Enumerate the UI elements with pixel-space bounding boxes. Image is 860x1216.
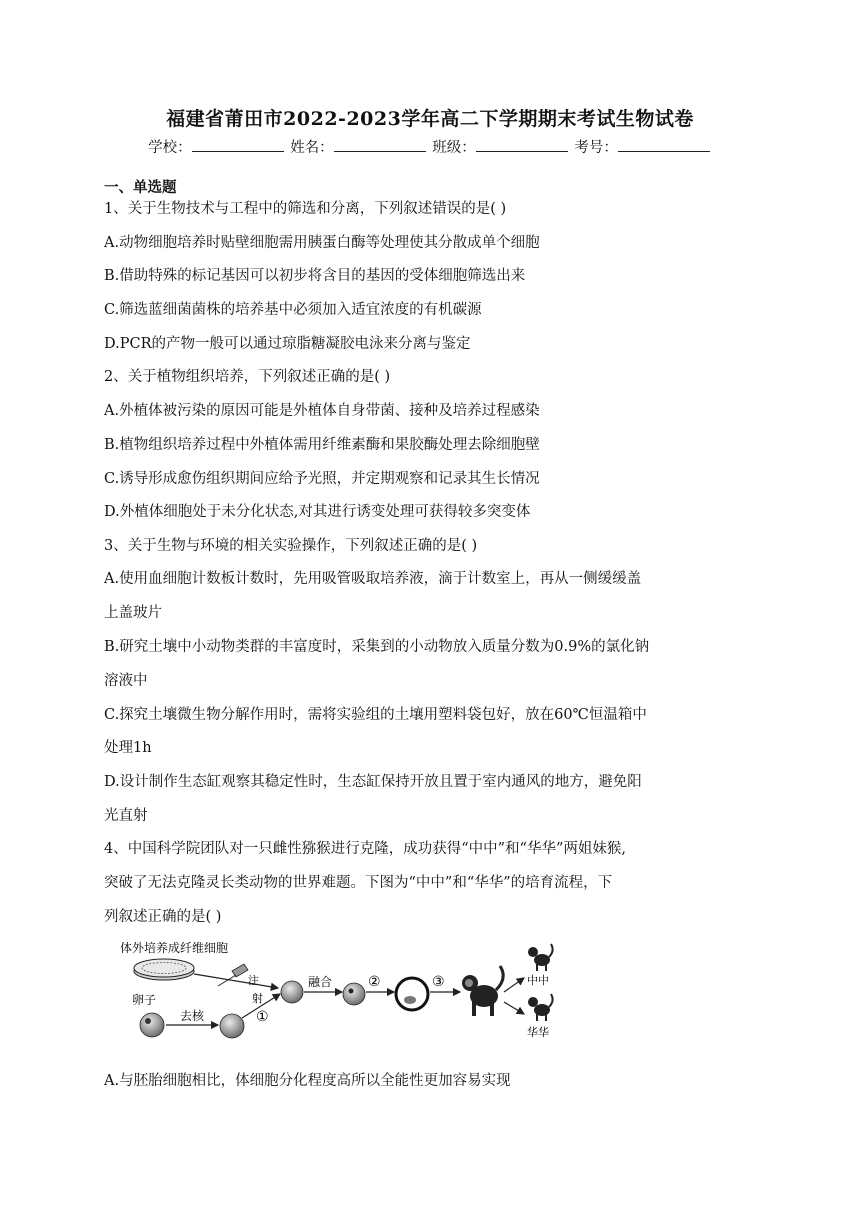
cloning-flow-figure [112,938,562,1046]
label-enucleate: 去核 [180,1009,205,1023]
exam-number-blank[interactable] [618,137,710,152]
q3-option-b-line2: 溶液中 [104,673,148,689]
surrogate-monkey-icon [462,966,503,1016]
q1-option-a: A.动物细胞培养时贴壁细胞需用胰蛋白酶等处理使其分散成单个细胞 [104,235,540,251]
q3-option-b-line1: B.研究土壤中小动物类群的丰富度时，采集到的小动物放入质量分数为0.9%的氯化钠 [104,639,650,655]
school-label: 学校： [148,140,192,156]
q4-option-a: A.与胚胎细胞相比，体细胞分化程度高所以全能性更加容易实现 [104,1073,511,1089]
label-inject-1: 注 [248,975,259,987]
q3-option-d-line1: D.设计制作生态缸观察其稳定性时，生态缸保持开放且置于室内通风的地方，避免阳 [104,774,642,790]
label-inject-2: 射 [252,993,263,1005]
q3-option-c-line1: C.探究土壤微生物分解作用时，需将实验组的土壤用塑料袋包好，放在60℃恒温箱中 [104,707,647,723]
q3-option-c-line2: 处理1h [104,740,152,756]
q3-option-a-line1: A.使用血细胞计数板计数时，先用吸管吸取培养液，滴于计数室上，再从一侧缓缓盖 [104,571,642,587]
label-fusion: 融合 [308,975,333,989]
name-label: 姓名： [290,140,334,156]
embryo-icon [396,978,428,1010]
class-label: 班级： [432,140,476,156]
q4-stem-line1: 4、中国科学院团队对一只雌性猕猴进行克隆，成功获得“中中”和“华华”两姐妹猴, [104,841,626,857]
school-blank[interactable] [192,137,284,152]
label-huahua: 华华 [527,1027,549,1039]
page-title: 福建省莆田市2022-2023学年高二下学期期末考试生物试卷 [166,108,694,130]
q1-stem: 1、关于生物技术与工程中的筛选和分离，下列叙述错误的是( ) [104,201,507,217]
q1-option-b: B.借助特殊的标记基因可以初步将含目的基因的受体细胞筛选出来 [104,268,526,284]
q2-option-b: B.植物组织培养过程中外植体需用纤维素酶和果胶酶处理去除细胞壁 [104,437,540,453]
student-info-row [0,136,860,157]
q2-option-a: A.外植体被污染的原因可能是外植体自身带菌、接种及培养过程感染 [104,403,540,419]
q2-option-d: D.外植体细胞处于未分化状态,对其进行诱变处理可获得较多突变体 [104,504,531,520]
step-2-badge-text: ② [368,973,381,989]
offspring-monkey-1-icon [528,944,553,971]
name-blank[interactable] [334,137,426,152]
q4-stem-line2: 突破了无法克隆灵长类动物的世界难题。下图为“中中”和“华华”的培育流程，下 [104,875,613,891]
q1-option-d: D.PCR的产物一般可以通过琼脂糖凝胶电泳来分离与鉴定 [104,336,471,352]
egg-cell-icon [140,1013,164,1037]
q3-stem: 3、关于生物与环境的相关实验操作，下列叙述正确的是( ) [104,538,478,554]
label-zhongzhong: 中中 [527,975,549,987]
q3-option-a-line2: 上盖玻片 [104,605,162,621]
step-1-badge-text: ① [256,1008,269,1024]
q2-stem: 2、关于植物组织培养，下列叙述正确的是( ) [104,369,391,385]
q3-option-d-line2: 光直射 [104,808,148,824]
step-3-badge-text: ③ [432,973,445,989]
class-blank[interactable] [476,137,568,152]
q1-option-c: C.筛选蓝细菌菌株的培养基中必须加入适宜浓度的有机碳源 [104,302,482,318]
enucleated-egg-icon [220,1014,244,1038]
offspring-monkey-2-icon [528,994,553,1021]
petri-dish-icon [134,959,194,980]
q2-option-c: C.诱导形成愈伤组织期间应给予光照，并定期观察和记录其生长情况 [104,471,540,487]
q4-stem-line3: 列叙述正确的是( ) [104,909,222,925]
exam-number-label: 考号： [574,140,618,156]
label-egg: 卵子 [132,993,157,1007]
fused-cell-icon [343,983,365,1005]
section-heading: 一、单选题 [104,179,177,196]
injected-cell-icon [281,981,303,1003]
label-culture: 体外培养成纤维细胞 [120,941,229,955]
